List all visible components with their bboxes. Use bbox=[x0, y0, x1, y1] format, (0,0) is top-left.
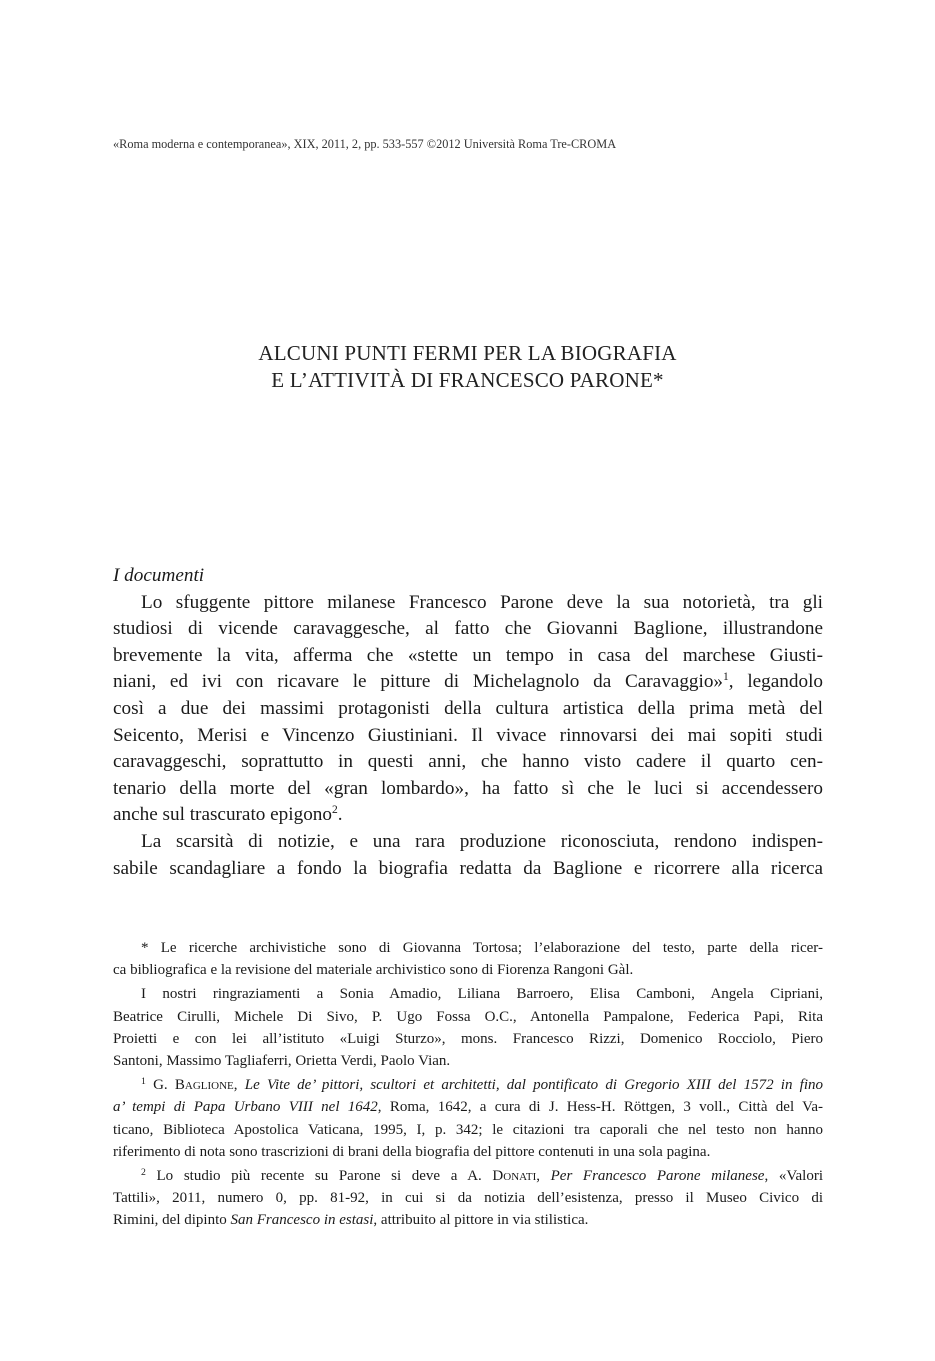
paragraph-line: Lo sfuggente pittore milanese Francesco Parone deve la sua notorietà, tra gli bbox=[141, 591, 823, 613]
article-title bbox=[0, 340, 935, 394]
text-fragment: , legandolo bbox=[728, 671, 824, 693]
footnote-1-line bbox=[113, 1096, 823, 1118]
work-title: Per Francesco Parone milanese bbox=[550, 1167, 765, 1184]
paragraph-line bbox=[113, 669, 823, 696]
footnote-ref-1[interactable]: 1 bbox=[723, 671, 729, 684]
text-fragment: , attribuito al pittore in via stilistica. bbox=[373, 1212, 589, 1229]
title-line-1: ALCUNI PUNTI FERMI PER LA BIOGRAFIA bbox=[258, 341, 677, 365]
text-fragment: anche sul trascurato epigono bbox=[113, 804, 332, 826]
text-fragment: . bbox=[337, 804, 343, 826]
work-title: a’ tempi di Papa Urbano VIII nel 1642 bbox=[113, 1099, 378, 1116]
footnote-2-line: Tattili», 2011, numero 0, pp. 81-92, in cui si da notizia dell’esistenza, presso il Museo Civico di bbox=[113, 1190, 823, 1207]
footnote-1-line: riferimento di nota sono trascrizioni di brani della biografia del pittore contenuti in una sola pagina. bbox=[113, 1143, 711, 1160]
thanks-line: Proietti e con lei all’istituto «Luigi Sturzo», mons. Francesco Rizzi, Domenico Rocciolo, Piero bbox=[113, 1030, 823, 1047]
thanks-line: Santoni, Massimo Tagliaferri, Orietta Verdi, Paolo Vian. bbox=[113, 1052, 451, 1069]
text-fragment: , «Valori bbox=[764, 1167, 823, 1184]
text-fragment: niani, ed ivi con ricavare le pitture di Michelagnolo da Caravaggio» bbox=[113, 671, 724, 693]
footnote-1-number: 1 bbox=[141, 1076, 146, 1088]
text-fragment: , bbox=[536, 1167, 551, 1184]
paragraph-line: brevemente la vita, afferma che «stette un tempo in casa del marchese Giusti- bbox=[113, 644, 823, 666]
footnote-1-line bbox=[113, 1074, 823, 1096]
work-title: San Francesco in estasi bbox=[230, 1212, 374, 1229]
paragraph-line bbox=[113, 802, 823, 829]
main-text bbox=[113, 563, 823, 882]
footnote-1-line: ticano, Biblioteca Apostolica Vaticana, 1995, I, p. 342; le citazioni tra caporali che nel testo non hanno bbox=[113, 1121, 823, 1138]
paragraph-line: caravaggeschi, soprattutto in questi anni, che hanno visto cadere il quarto cen- bbox=[113, 751, 823, 773]
paragraph-line: sabile scandagliare a fondo la biografia redatta da Baglione e ricorrere alla ricerca bbox=[113, 857, 823, 879]
text-fragment: , Roma, 1642, a cura di J. Hess-H. Röttgen, 3 voll., Città del Va- bbox=[377, 1099, 823, 1116]
text-fragment: , bbox=[233, 1077, 245, 1094]
journal-citation: «Roma moderna e contemporanea», XIX, 2011, 2, pp. 533-557 ©2012 Università Roma Tre-CROMA bbox=[113, 137, 617, 151]
paragraph-line: studiosi di vicende caravaggesche, al fatto che Giovanni Baglione, illustrandone bbox=[113, 618, 823, 640]
footnote-star-line: * Le ricerche archivistiche sono di Giovanna Tortosa; l’elaborazione del testo, parte della ricer- bbox=[141, 940, 823, 956]
footnote-2-number: 2 bbox=[141, 1166, 146, 1178]
text-fragment: G. bbox=[145, 1077, 175, 1094]
author-surname: Baglione bbox=[174, 1077, 234, 1094]
thanks-line: I nostri ringraziamenti a Sonia Amadio, Liliana Barroero, Elisa Camboni, Angela Cipriani, bbox=[141, 986, 823, 1003]
paragraph-line: Seicento, Merisi e Vincenzo Giustiniani. Il vivace rinnovarsi dei mai sopiti studi bbox=[113, 724, 823, 746]
text-fragment: Rimini, del dipinto bbox=[113, 1212, 231, 1229]
footnote-2-line bbox=[113, 1165, 823, 1187]
footnote-2-line bbox=[113, 1209, 823, 1231]
paragraph-line: così a due dei massimi protagonisti della cultura artistica della prima metà del bbox=[113, 697, 823, 719]
section-heading: I documenti bbox=[113, 565, 205, 586]
footnote-star-line: ca bibliografica e la revisione del materiale archivistico sono di Fiorenza Rangoni Gàl. bbox=[113, 962, 634, 979]
text-fragment: Lo studio più recente su Parone si deve a A. bbox=[145, 1167, 493, 1184]
paragraph-line: La scarsità di notizie, e una rara produzione riconosciuta, rendono indispen- bbox=[141, 830, 823, 852]
author-surname: Donati bbox=[492, 1167, 537, 1184]
footnote-ref-2[interactable]: 2 bbox=[331, 804, 338, 817]
footnotes bbox=[113, 937, 823, 1231]
title-line-2: E L’ATTIVITÀ DI FRANCESCO PARONE* bbox=[271, 368, 664, 392]
thanks-line: Beatrice Cirulli, Michele Di Sivo, P. Ugo Fossa O.C., Antonella Pampalone, Federica Papi, Rita bbox=[113, 1008, 823, 1025]
work-title: Le Vite de’ pittori, scultori et architetti, dal pontificato di Gregorio XIII del 1572 in fino bbox=[244, 1077, 824, 1094]
paragraph-line: tenario della morte del «gran lombardo», ha fatto sì che le luci si accendessero bbox=[113, 777, 823, 799]
